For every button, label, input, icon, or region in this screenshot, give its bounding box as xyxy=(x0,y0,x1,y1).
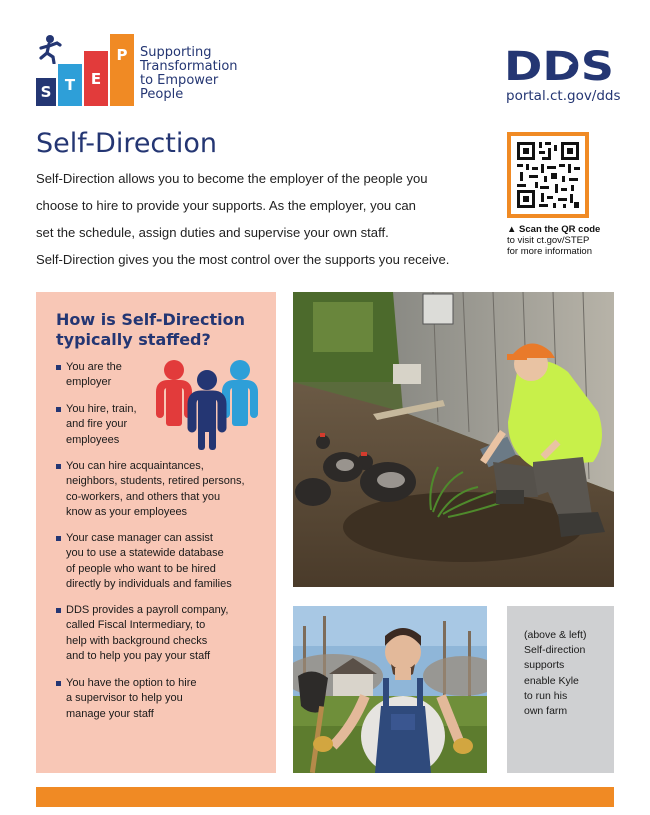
tagline-line: to Empower xyxy=(140,73,219,88)
bullet-line: neighbors, students, retired persons, xyxy=(66,475,245,488)
bullet-marker xyxy=(56,536,61,541)
runner-icon xyxy=(36,34,66,64)
bullet-line: help with background checks xyxy=(66,634,208,647)
bullet-line: directly by individuals and families xyxy=(66,577,232,590)
dds-logo-text: DDS xyxy=(504,46,614,86)
farm-photo xyxy=(293,292,614,587)
bullet-line: and to help you pay your staff xyxy=(66,649,211,662)
tagline-line: People xyxy=(140,87,184,102)
bullet-line: employer xyxy=(66,376,112,389)
bullet-line: a supervisor to help you xyxy=(66,692,183,705)
farm-photo-illustration xyxy=(293,292,614,587)
panel-heading xyxy=(56,310,245,350)
bullet-line: You have the option to hire xyxy=(66,677,197,689)
step-tagline xyxy=(140,46,238,102)
bullet-marker xyxy=(56,464,61,469)
bullet-line: and fire your xyxy=(66,418,128,431)
dds-logo xyxy=(504,46,616,86)
bullet-item xyxy=(56,531,232,592)
photo-caption xyxy=(524,628,586,719)
step-logo xyxy=(36,34,136,106)
people-icon xyxy=(154,356,262,452)
footer-bar xyxy=(36,787,614,807)
bullet-line: know as your employees xyxy=(66,505,188,518)
bullet-line: co-workers, and others that you xyxy=(66,490,221,503)
bullet-line: Your case manager can assist xyxy=(66,532,213,544)
caption-line: enable Kyle xyxy=(524,674,579,687)
tagline-line: Transformation xyxy=(140,59,238,74)
step-letter-e: E xyxy=(84,51,108,106)
intro-line: set the schedule, assign duties and supervise your own staff. xyxy=(36,225,389,240)
bullet-line: You can hire acquaintances, xyxy=(66,460,204,472)
intro-line: Self-Direction gives you the most control over the supports you receive. xyxy=(36,252,450,267)
intro-line: choose to hire to provide your supports. As the employer, you can xyxy=(36,198,416,213)
kyle-photo xyxy=(293,606,487,773)
bullet-item xyxy=(56,402,137,448)
bullet-item xyxy=(56,459,245,520)
tagline-line: Supporting xyxy=(140,45,212,60)
caption-line: (above & left) xyxy=(524,629,587,641)
page-title: Self-Direction xyxy=(36,128,217,159)
step-letter-p: P xyxy=(110,34,134,106)
bullet-line: employees xyxy=(66,433,120,446)
qr-caption-line: for more information xyxy=(507,246,593,257)
qr-caption-line: to visit ct.gov/STEP xyxy=(507,235,590,246)
bullet-line: You hire, train, xyxy=(66,403,137,415)
staffing-panel xyxy=(36,292,276,773)
bullet-item xyxy=(56,603,228,664)
qr-caption xyxy=(507,224,617,257)
bullet-line: DDS provides a payroll company, xyxy=(66,604,229,616)
caption-line: Self-direction xyxy=(524,644,586,657)
intro-line: Self-Direction allows you to become the employer of the people you xyxy=(36,171,428,186)
intro-paragraph xyxy=(36,165,491,273)
step-letter-t: T xyxy=(58,64,82,106)
bullet-line: called Fiscal Intermediary, to xyxy=(66,619,206,632)
qr-caption-line: ▲ Scan the QR code xyxy=(507,224,601,235)
bullet-marker xyxy=(56,407,61,412)
bullet-line: You are the xyxy=(66,361,122,373)
bullet-item xyxy=(56,676,196,722)
caption-line: supports xyxy=(524,659,565,672)
bullet-marker xyxy=(56,608,61,613)
bullet-line: of people who want to be hired xyxy=(66,562,216,575)
panel-heading-line: typically staffed? xyxy=(56,330,211,349)
bullet-line: you to use a statewide database xyxy=(66,547,224,560)
step-letter-s: S xyxy=(36,78,56,106)
qr-pattern xyxy=(511,136,585,214)
bullet-line: manage your staff xyxy=(66,707,154,720)
bullet-item xyxy=(56,360,122,391)
caption-line: to run his xyxy=(524,689,568,702)
panel-heading-line: How is Self-Direction xyxy=(56,310,245,329)
bullet-marker xyxy=(56,365,61,370)
qr-code[interactable] xyxy=(507,132,589,218)
bullet-marker xyxy=(56,681,61,686)
kyle-photo-illustration xyxy=(293,606,487,773)
photo-caption-box xyxy=(507,606,614,773)
dds-url[interactable]: portal.ct.gov/dds xyxy=(506,88,621,104)
caption-line: own farm xyxy=(524,705,568,718)
